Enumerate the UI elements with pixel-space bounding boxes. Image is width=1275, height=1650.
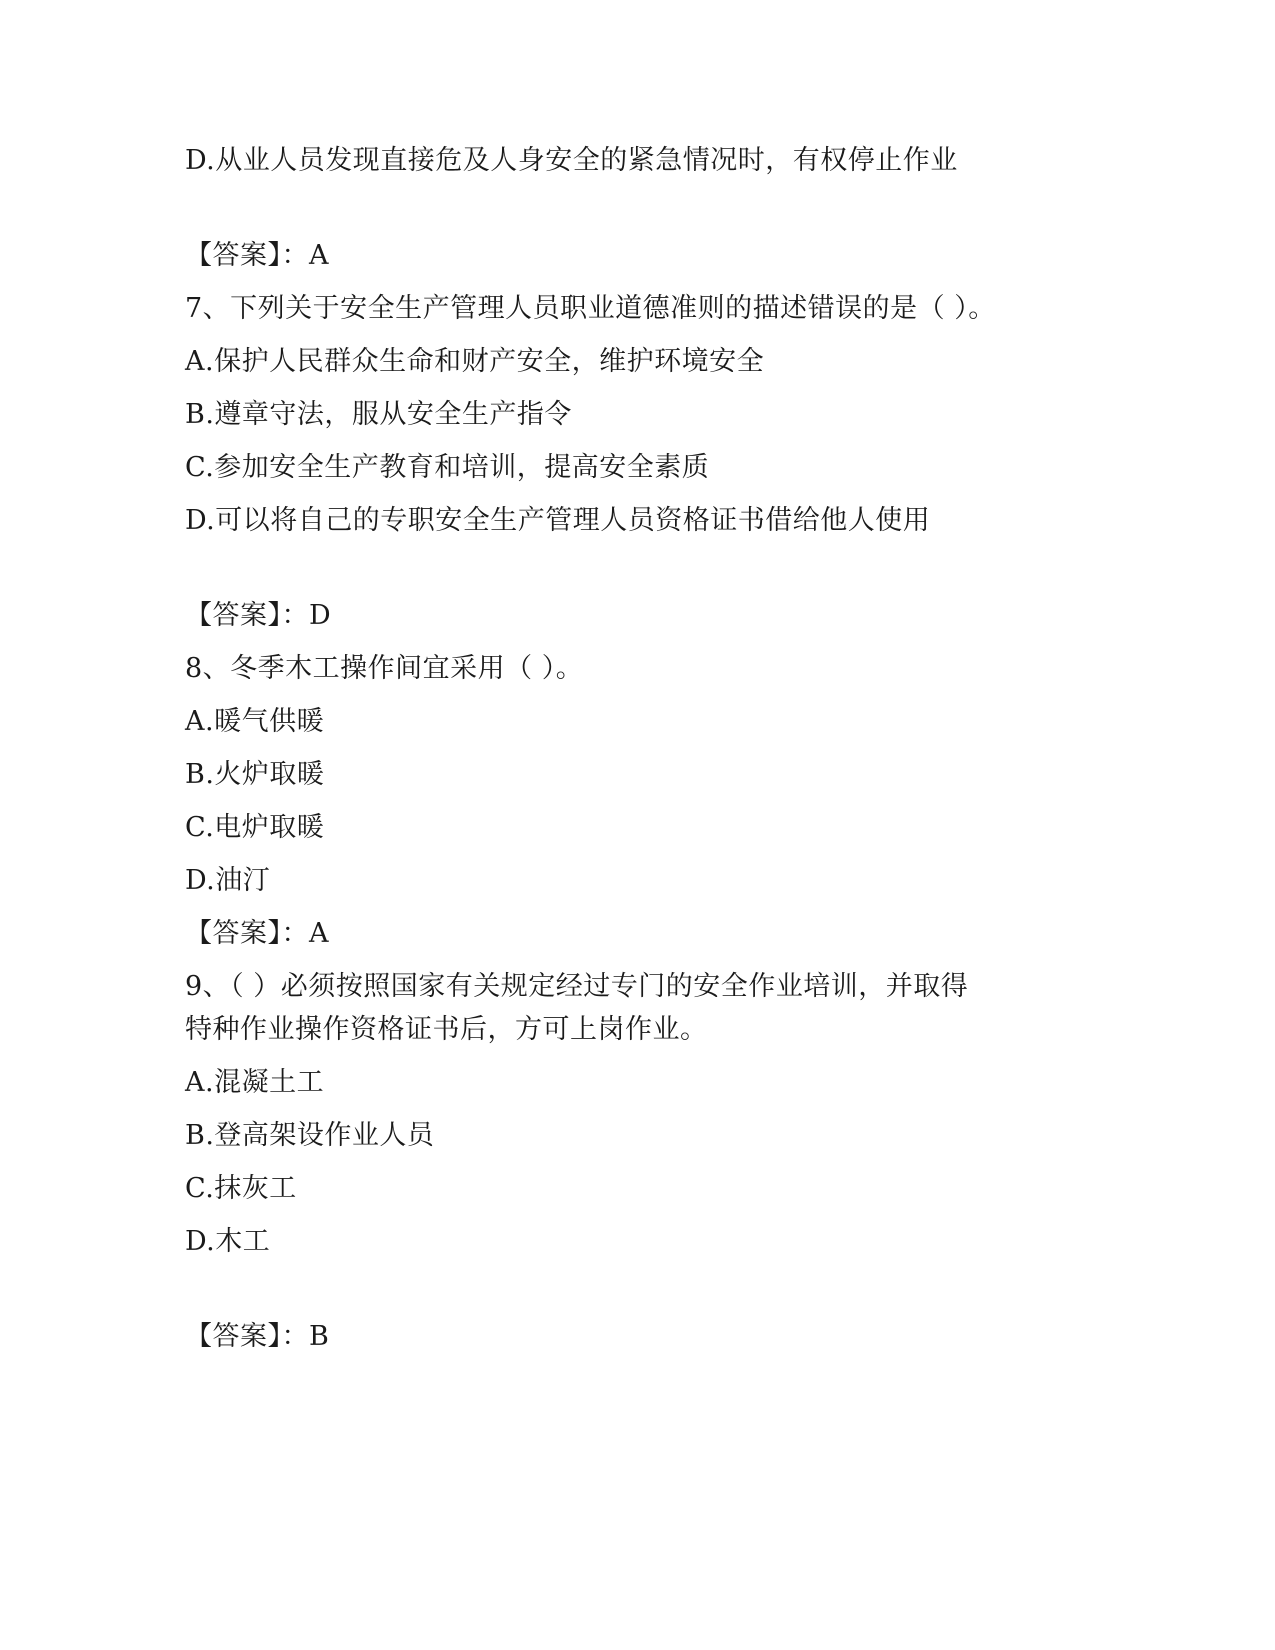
q7-answer: 【答案】：D [185, 600, 332, 631]
q9-option-b: B.登高架设作业人员 [185, 1120, 435, 1151]
q8-option-d: D.油汀 [185, 865, 271, 896]
q7-option-b: B.遵章守法，服从安全生产指令 [185, 399, 572, 430]
q8-stem: 8、冬季木工操作间宜采用（ ）。 [185, 653, 584, 684]
q7-option-a: A.保护人民群众生命和财产安全，维护环境安全 [185, 346, 765, 377]
q8-option-a: A.暖气供暖 [185, 706, 325, 737]
q8-option-b: B.火炉取暖 [185, 759, 325, 790]
q7-stem: 7、下列关于安全生产管理人员职业道德准则的描述错误的是（ ）。 [185, 293, 996, 324]
q9-option-d: D.木工 [185, 1226, 271, 1257]
q9-option-c: C.抹灰工 [185, 1173, 297, 1204]
q8-answer: 【答案】：A [185, 918, 329, 949]
q6-option-d: D.从业人员发现直接危及人身安全的紧急情况时，有权停止作业 [185, 145, 958, 176]
q6-answer: 【答案】：A [185, 240, 329, 271]
q7-option-d: D.可以将自己的专职安全生产管理人员资格证书借给他人使用 [185, 505, 931, 536]
q9-option-a: A.混凝土工 [185, 1067, 325, 1098]
q9-stem-line-1: 9、（ ）必须按照国家有关规定经过专门的安全作业培训，并取得 [185, 971, 969, 1002]
q7-option-c: C.参加安全生产教育和培训，提高安全素质 [185, 452, 710, 483]
q9-answer: 【答案】：B [185, 1321, 330, 1352]
q8-option-c: C.电炉取暖 [185, 812, 325, 843]
q9-stem-line-2: 特种作业操作资格证书后，方可上岗作业。 [185, 1014, 708, 1045]
